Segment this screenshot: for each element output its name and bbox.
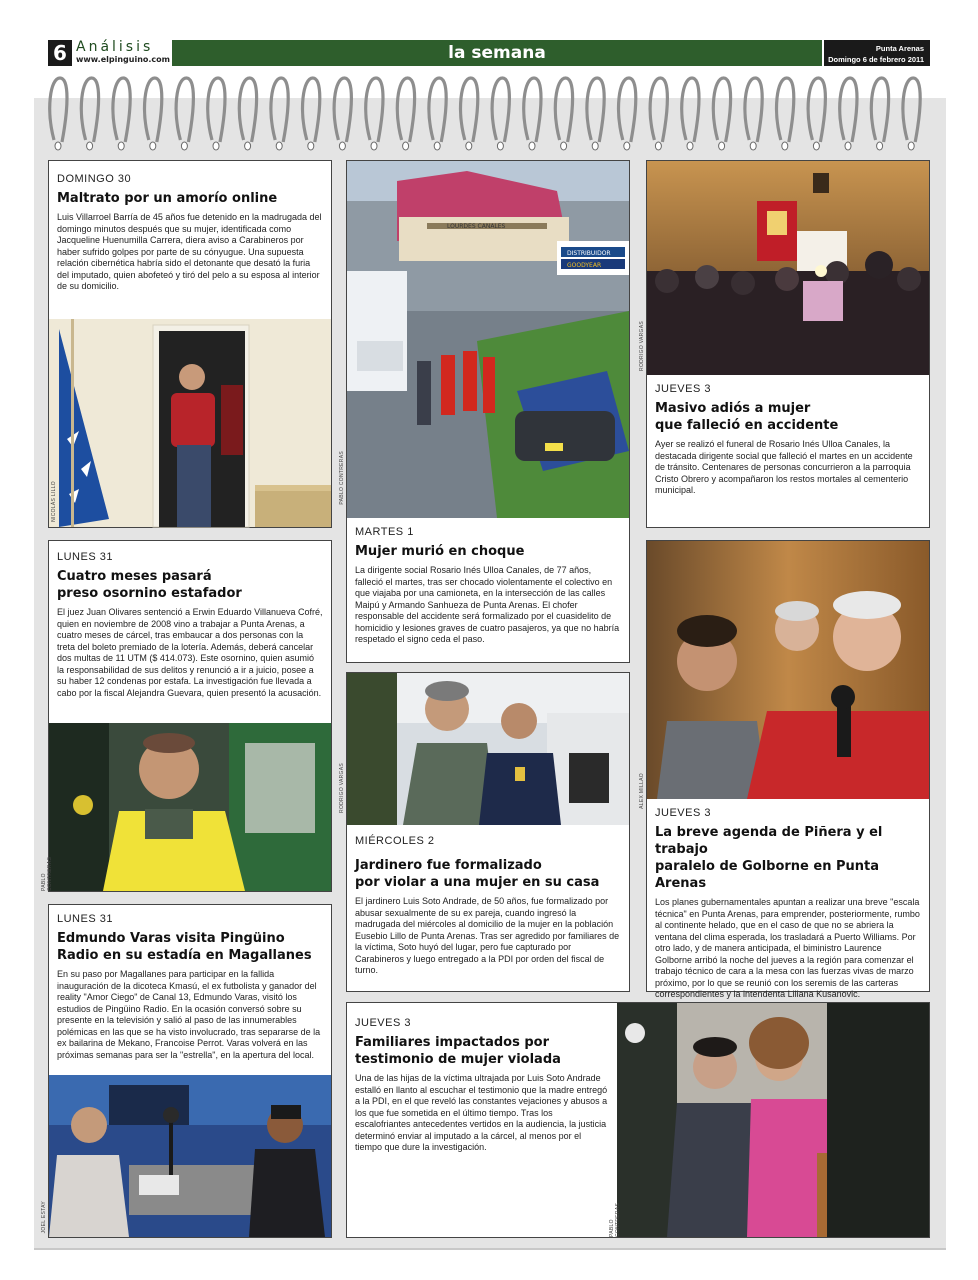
photo-credit: ALEX MILLAO [639, 773, 645, 809]
story-day: MIÉRCOLES 2 [355, 835, 435, 847]
story-day: DOMINGO 30 [57, 173, 132, 185]
story-jueves-pinera [639, 540, 930, 999]
story-headline-line2: por violar a una mujer en su casa [355, 875, 600, 890]
photo-credit: PABLO CONTRERAS [339, 451, 345, 505]
binding-hole [339, 142, 345, 150]
story-body: La dirigente social Rosario Inés Ulloa Canales, de 77 años, falleció el martes, tras ser chocado violentamente el colectivo en que viajaba por una camioneta, en la intersección de las calles Maipú y Armando Sanhueza de Punta Arenas. El chofer responsable del accidente será formalizado por el cuasidelito de homicidio y lesiones graves de cuatro pasajeros, ya que no habría respetado el signo ceda el paso. [355, 565, 620, 644]
spiral-ring [492, 78, 509, 142]
spiral-ring [113, 78, 130, 142]
binding-hole [276, 142, 282, 150]
story-body: Una de las hijas de la víctima ultrajada por Luis Soto Andrade estalló en llanto al escuchar el testimonio que la madre entregó a la PDI, en el que reveló las constantes vejaciones y abusos a los que fue sometida en el último tiempo. Tras los escalofriantes antecedentes vertidos en la audiencia, la justicia determinó enviar al imputado a la cárcel, al menos por el tiempo que dure la investigación. [355, 1073, 608, 1152]
story-headline [355, 1034, 609, 1068]
binding-hole [181, 142, 187, 150]
story-body: Luis Villarroel Barría de 45 años fue detenido en la madrugada del domingo minutos después que su mujer, identificada como Jacqueline Huenumilla Carrera, diera aviso a Carabineros por haber sufrido golpes por parte de su cónyugue. Una supuesta relación cibernética habría sido el detonante que desató la furia del imputado, quien abofeteó y tiró del pelo a su esposa al interior de su domicilio. [57, 212, 322, 291]
spiral-ring [587, 78, 604, 142]
sign-goodyear: GOODYEAR [567, 262, 602, 269]
story-day: JUEVES 3 [355, 1017, 411, 1029]
photo-credit: RODRIGO VARGAS [339, 763, 345, 813]
spiral-ring [397, 78, 414, 142]
section-title: la semana [448, 43, 546, 63]
sign-distribuidor: DISTRIBUIDOR [567, 250, 611, 257]
binding-hole [245, 142, 251, 150]
dateline-city: Punta Arenas [875, 44, 924, 53]
spiral-ring [176, 78, 193, 142]
binding-hole [750, 142, 756, 150]
brand-url[interactable]: www.elpinguino.com [76, 55, 170, 64]
story-day: MARTES 1 [355, 526, 414, 538]
spiral-rings-icon [34, 70, 946, 160]
photo-pinera [647, 541, 929, 799]
spiral-ring [555, 78, 572, 142]
story-headline-line2: preso osornino estafador [57, 586, 242, 601]
binding-hole [782, 142, 788, 150]
binding-hole [655, 142, 661, 150]
story-headline-line2: testimonio de mujer violada [355, 1052, 561, 1067]
story-headline-line2: Radio en su estadía en Magallanes [57, 948, 312, 963]
page-header [48, 40, 930, 66]
binding-hole [719, 142, 725, 150]
spiral-ring [334, 78, 351, 142]
spiral-ring [619, 78, 636, 142]
binding-hole [561, 142, 567, 150]
story-headline-line2: paralelo de Golborne en Punta Arenas [655, 859, 880, 891]
story-headline: Mujer murió en choque [355, 544, 525, 559]
binding-hole [529, 142, 535, 150]
binding-hole [308, 142, 314, 150]
spiral-ring [524, 78, 541, 142]
spiral-ring [81, 78, 98, 142]
story-headline [655, 400, 921, 434]
photo-credit: PABLO CONTRERAS [41, 856, 53, 891]
spiral-ring [713, 78, 730, 142]
spiral-ring [777, 78, 794, 142]
story-miercoles [339, 672, 630, 992]
spiral-ring [429, 78, 446, 142]
binding-hole [118, 142, 124, 150]
spiral-ring [208, 78, 225, 142]
spiral-ring [366, 78, 383, 142]
story-body: El juez Juan Olivares sentenció a Erwin Eduardo Villanueva Cofré, quien en noviembre de 2008 vino a trabajar a Punta Arenas, a cuatro meses de cárcel, tras embaucar a dos personas con la treta del boleto premiado de la lotería. Además, deberá cancelar dos multas de 11 UTM ($ 414.073). Este osornino, quien asumió la responsabilidad de sus delitos y renunció a ir a juicio, posee a su haber 12 condenas por estafa. La investigación fue llevada a cabo por la fiscal Alejandra Guevara, quien presentó la acusación. [57, 607, 323, 698]
binding-hole [55, 142, 61, 150]
photo-courtroom [617, 1003, 929, 1237]
story-headline-line1: La breve agenda de Piñera y el trabajo [655, 825, 883, 857]
binding-hole [150, 142, 156, 150]
spiral-ring [682, 78, 699, 142]
binding-hole [371, 142, 377, 150]
spiral-ring [871, 78, 888, 142]
spiral-ring [650, 78, 667, 142]
photo-estafador [49, 723, 331, 891]
dateline-date: Domingo 6 de febrero 2011 [828, 55, 924, 64]
binding-hole [434, 142, 440, 150]
story-headline-line1: Edmundo Varas visita Pingüino [57, 931, 285, 946]
story-headline-line1: Masivo adiós a mujer [655, 401, 811, 416]
story-body: El jardinero Luis Soto Andrade, de 50 años, fue formalizado por abusar sexualmente de su ex pareja, cuando ingresó la madrugada del miércoles al domicilio de la mujer en la población Eusebio Lillo de Punta Arenas. Tras ser agredido por familiares de la víctima, Soto huyó del lugar, pero fue capturado por Carabineros y luego entregado a la PDI por orden del fiscal de turno. [355, 896, 620, 975]
section-bar [172, 40, 822, 66]
binding-hole [687, 142, 693, 150]
photo-radio-studio [49, 1075, 331, 1237]
story-day: JUEVES 3 [655, 807, 711, 819]
brand-logo[interactable] [76, 40, 176, 66]
story-day: LUNES 31 [57, 913, 113, 925]
photo-jardinero [347, 673, 629, 825]
binding-hole [213, 142, 219, 150]
story-headline-line1: Jardinero fue formalizado [355, 858, 542, 873]
binding-hole [466, 142, 472, 150]
spiral-ring [840, 78, 857, 142]
story-headline [57, 568, 323, 602]
photo-credit: NICOLÁS LILLO [51, 481, 57, 522]
story-body: Ayer se realizó el funeral de Rosario Inés Ulloa Canales, la destacada dirigente social que falleció el martes en un accidente de tránsito. Centenares de personas concurrieron a la parroquia Cristo Obrero y acompañaron los restos mortales al cementerio municipal. [655, 439, 913, 495]
story-day: LUNES 31 [57, 551, 113, 563]
spiral-ring [903, 78, 920, 142]
sign-lourdes-canales: LOURDES CANALES [447, 223, 506, 230]
story-domingo [48, 160, 332, 528]
binding-hole [813, 142, 819, 150]
photo-credit: RODRIGO VARGAS [639, 321, 645, 371]
spiral-ring [745, 78, 762, 142]
binding-hole [403, 142, 409, 150]
spiral-ring [271, 78, 288, 142]
dateline [824, 40, 930, 66]
spiral-ring [50, 78, 67, 142]
photo-credit: JOEL ESTAY [41, 1201, 47, 1234]
story-headline [655, 824, 921, 892]
page-number: 6 [48, 40, 72, 66]
spiral-ring [808, 78, 825, 142]
story-headline [355, 857, 621, 891]
story-body: En su paso por Magallanes para participar en la fallida inauguración de la dicoteca Kmasú, el ex futbolista y ganador del reality "Amor Ciego" de Canal 13, Edmundo Varas, visitó los estudios de Pingüino Radio. En la ocasión conversó sobre su presente en la televisión y salió al paso de las innumerables polémicas en las que se ha visto involucrado, tras separarse de la ex bailarina de Mekano, Francoise Perrot. Varas volverá en las próximas semanas para ser la "estrella", en la apertura del local. [57, 969, 321, 1060]
story-lunes-estafador [41, 540, 332, 892]
photo-arrest [49, 319, 331, 527]
photo-funeral [647, 161, 929, 375]
story-body: Los planes gubernamentales apuntan a realizar una breve "escala técnica" en Punta Arenas, para emprender, posteriormente, rumbo al continente helado, que en el caso de que no se abriera la ventana del clima esperada, los trasladará a Puerto Williams. Por otro lado, y de manera anticipada, el biministro Laurence Golborne arribó la noche del jueves a la región para comenzar el trabajo técnico de cara a la mesa con las fuerzas vivas de marzo próximo, por lo que se reunió con los seremis de las carteras correspondientes y la intendenta Liliana Kusanovic. [655, 897, 920, 999]
binding-hole [877, 142, 883, 150]
binding-hole [624, 142, 630, 150]
story-headline-line1: Cuatro meses pasará [57, 569, 212, 584]
spiral-ring [303, 78, 320, 142]
story-lunes-varas [41, 904, 332, 1238]
brand-name: Análisis [76, 39, 154, 55]
story-headline-line1: Familiares impactados por [355, 1035, 549, 1050]
story-headline: Maltrato por un amorío online [57, 191, 278, 206]
spiral-ring [145, 78, 162, 142]
binding-hole [908, 142, 914, 150]
binding-hole [592, 142, 598, 150]
story-jueves-funeral [639, 160, 930, 528]
photo-credit: PABLO CONTRERAS [609, 1202, 621, 1237]
story-martes [339, 160, 630, 663]
spiral-ring [239, 78, 256, 142]
story-jueves-familiares [346, 1002, 930, 1238]
story-headline-line2: que falleció en accidente [655, 418, 839, 433]
binding-hole [845, 142, 851, 150]
photo-crash-scene [347, 161, 629, 518]
spiral-ring [461, 78, 478, 142]
binding-hole [497, 142, 503, 150]
story-headline [57, 930, 323, 964]
binding-hole [87, 142, 93, 150]
story-day: JUEVES 3 [655, 383, 711, 395]
